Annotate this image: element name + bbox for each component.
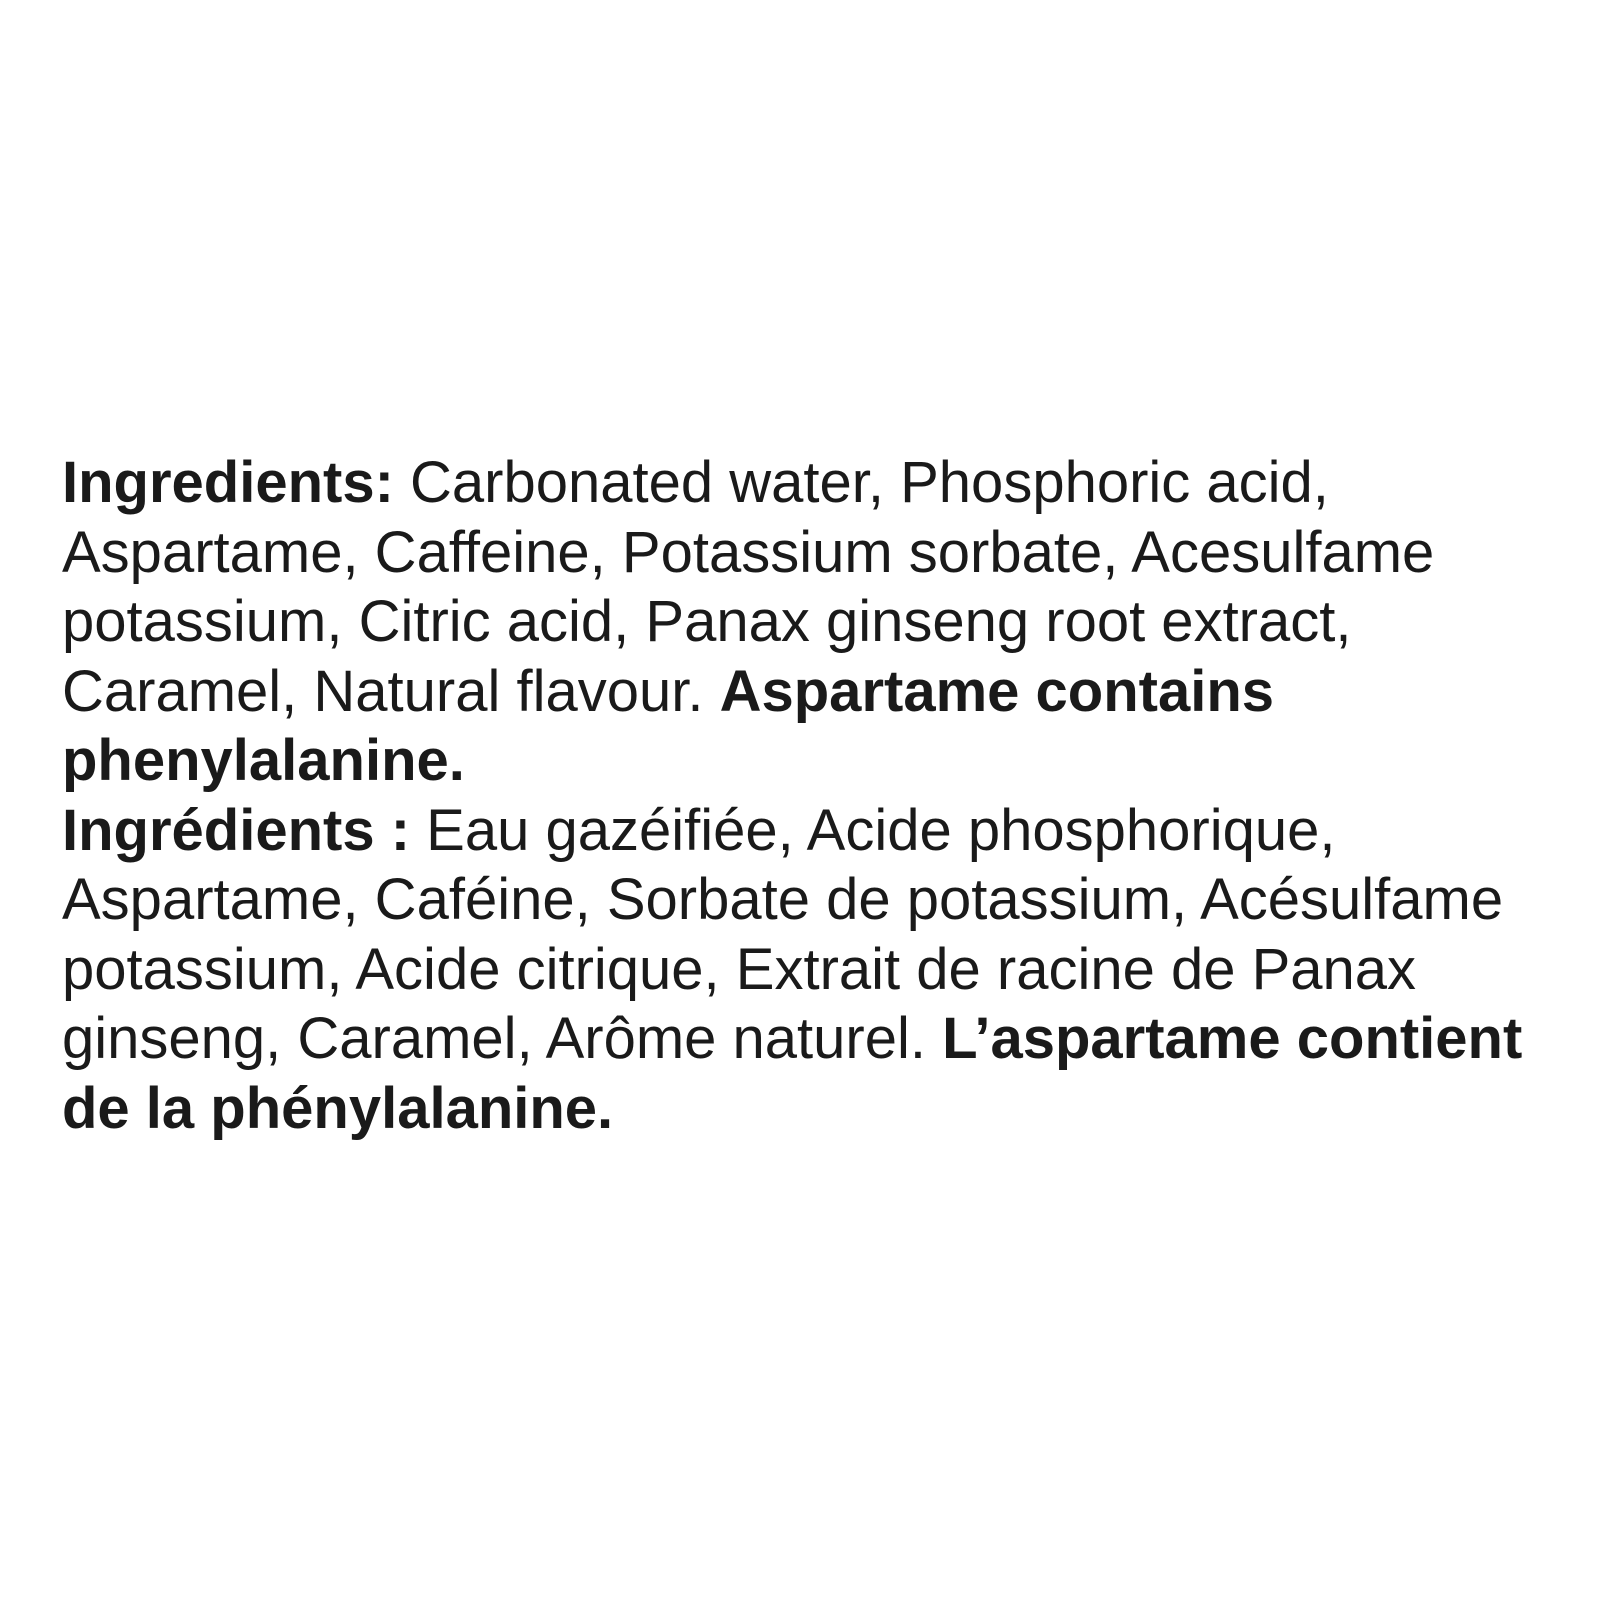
english-ingredients [62,448,1562,796]
ingredient-line [62,587,1562,657]
french-warning: L’aspartame contient [942,1006,1523,1071]
ingredients-label [62,448,1562,1143]
ingredient-text: Caramel, Natural flavour. [62,658,720,724]
ingredient-line [62,518,1562,588]
ingredient-line [62,726,1562,796]
ingredient-line [62,935,1562,1005]
ingredient-line [62,1074,1562,1144]
ingredient-text: Aspartame, Caffeine, Potassium sorbate, Acesulfame [62,519,1435,585]
ingredient-text: ginseng, Caramel, Arôme naturel. [62,1006,943,1071]
ingredient-line [62,657,1562,727]
ingredient-line [62,1004,1562,1074]
french-heading: Ingrédients : [62,797,411,863]
french-ingredients [62,796,1562,1144]
ingredient-text: Aspartame, Caféine, Sorbate de potassium, Acésulfame [62,867,1504,932]
ingredient-text: potassium, Citric acid, Panax ginseng root extract, [62,589,1352,654]
ingredient-text: Eau gazéifiée, Acide phosphorique, [410,797,1336,863]
ingredient-line [62,448,1562,518]
ingredient-line [62,796,1562,866]
ingredient-text: potassium, Acide citrique, Extrait de racine de Panax [62,936,1417,1002]
english-heading: Ingredients: [62,450,394,515]
ingredient-line [62,865,1562,935]
french-warning: de la phénylalanine. [62,1075,614,1141]
ingredient-text: Carbonated water, Phosphoric acid, [393,450,1329,515]
english-warning: phenylalanine. [62,728,465,793]
english-warning: Aspartame contains [719,658,1275,724]
